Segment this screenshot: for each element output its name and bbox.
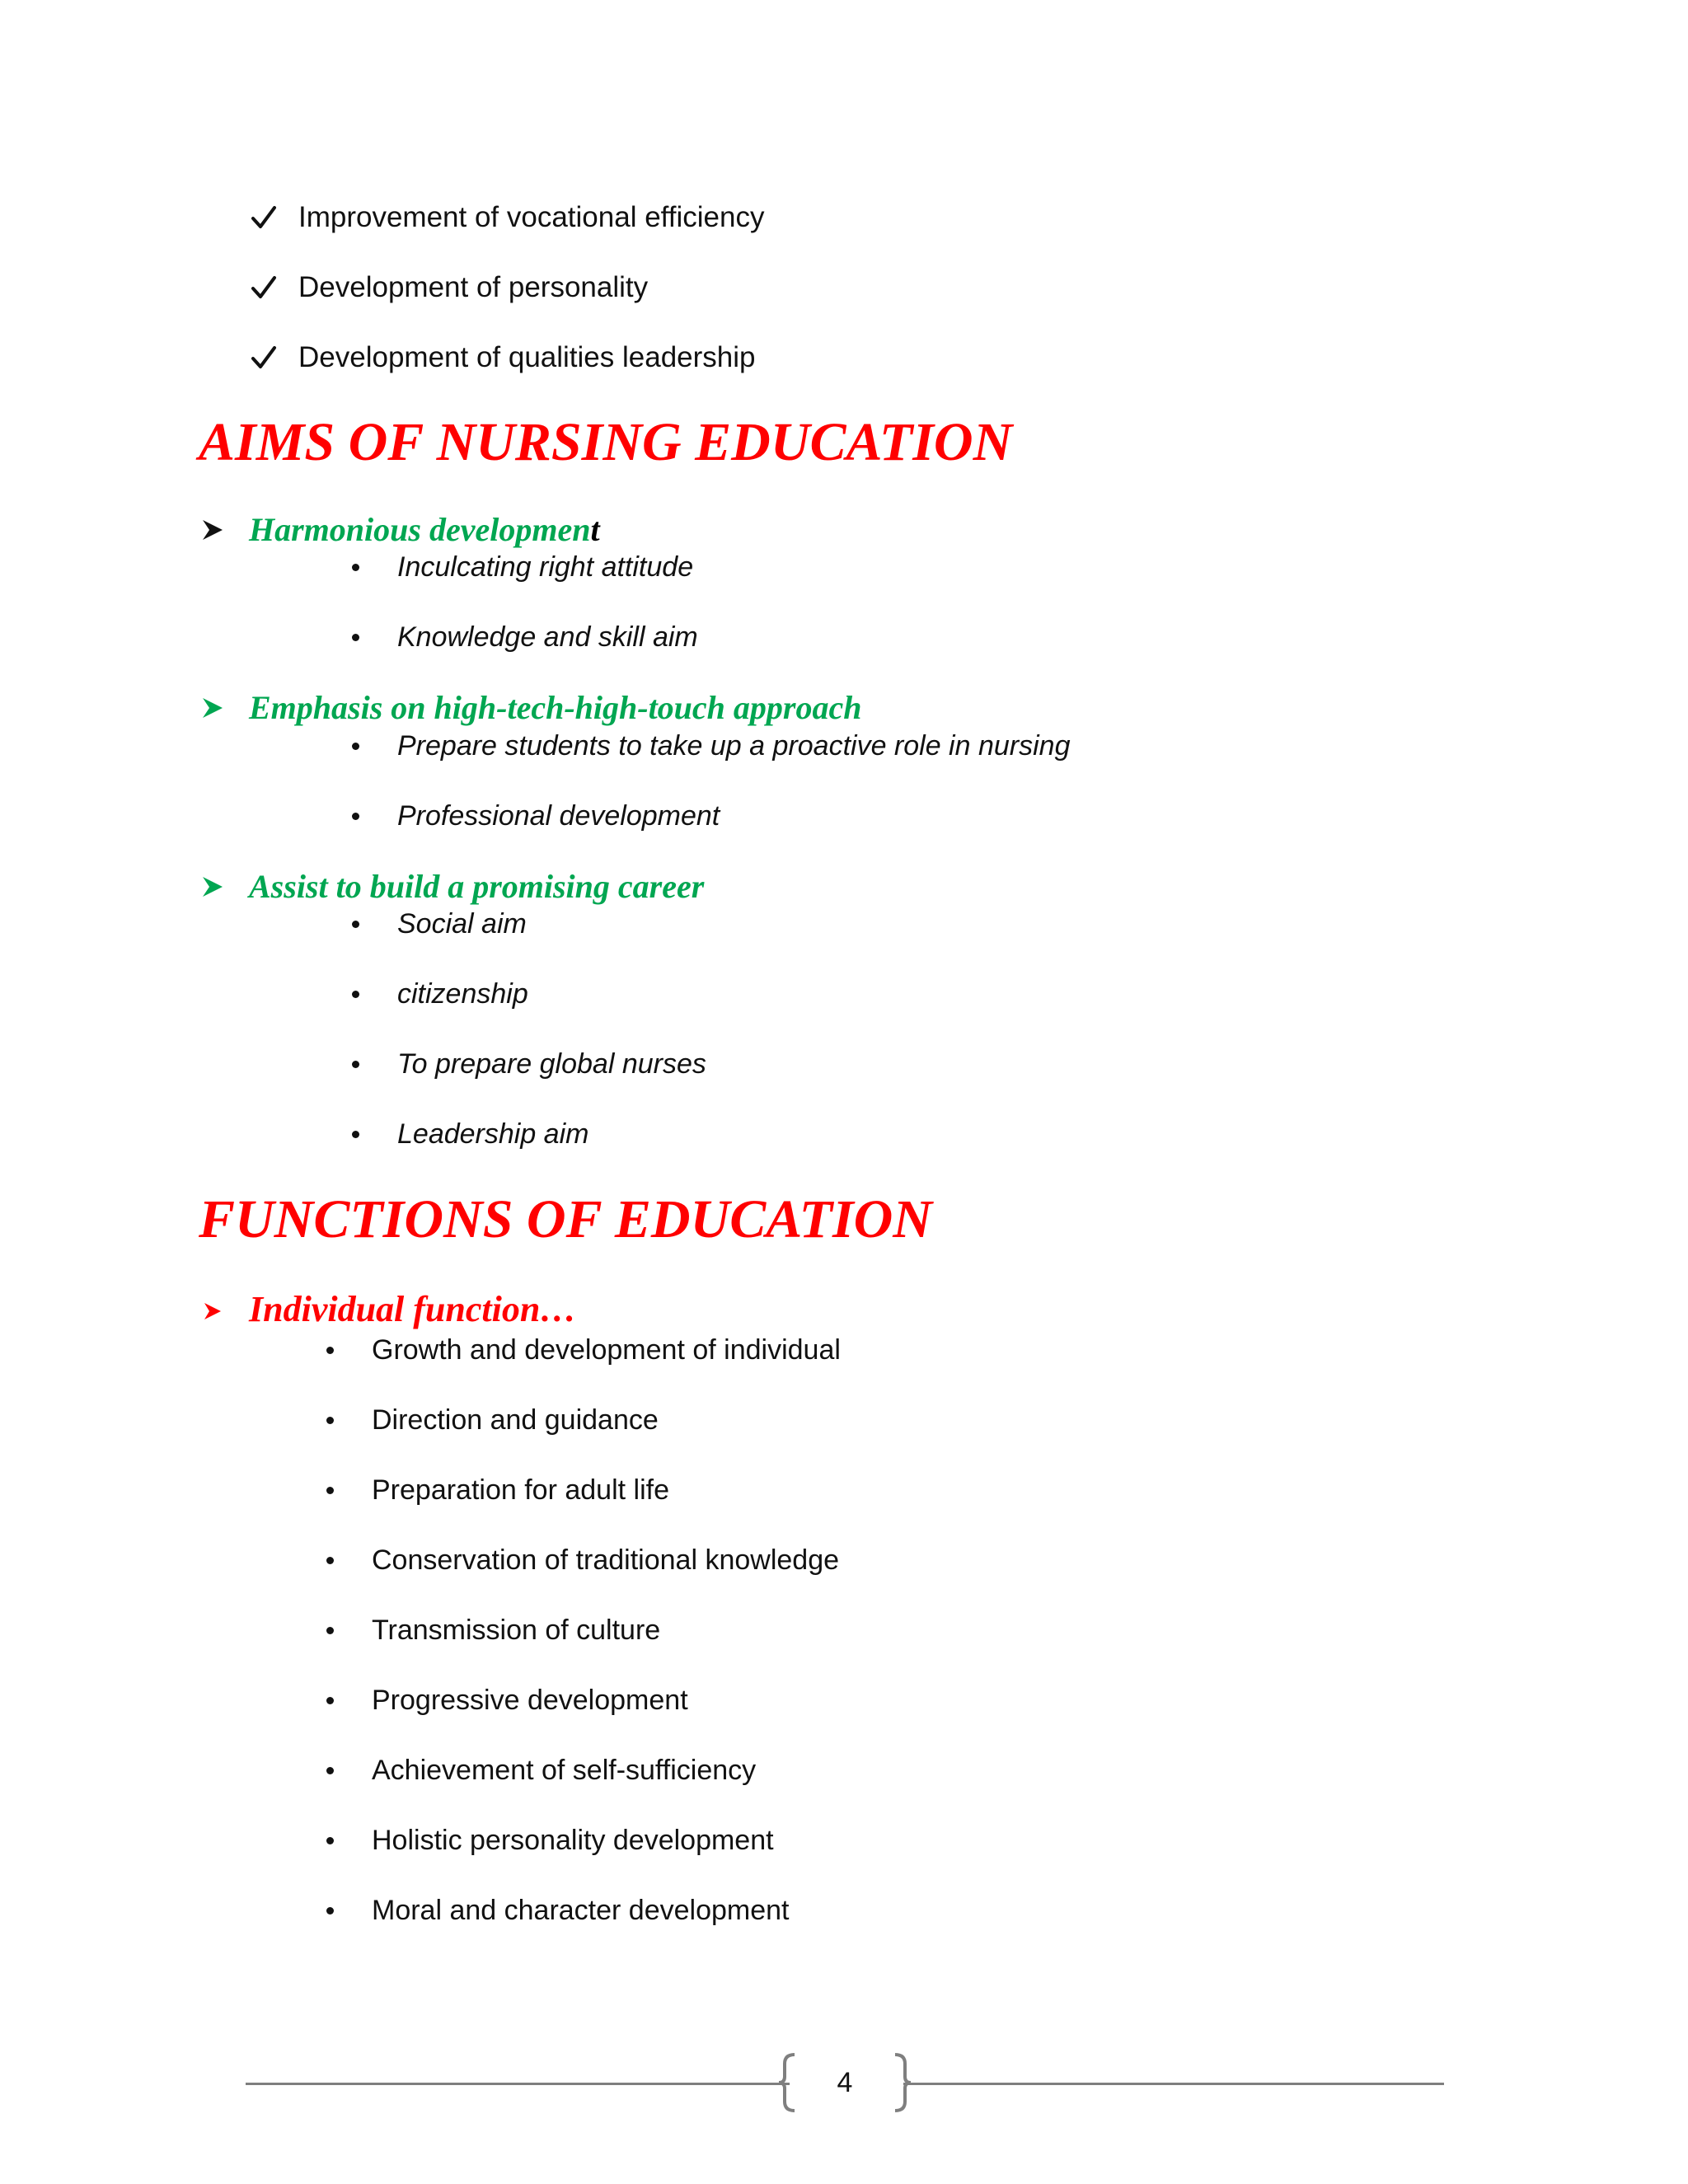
- bullet-icon: [352, 564, 359, 571]
- left-brace-icon: [776, 2052, 798, 2113]
- arrow-bullet-icon: [200, 1288, 225, 1331]
- aims-subheading-text: Harmonious developmen: [249, 511, 591, 548]
- check-icon: [250, 338, 278, 377]
- bullet-icon: [326, 1487, 334, 1494]
- bullet-icon: [352, 1131, 359, 1138]
- check-icon: [250, 198, 278, 237]
- footer-rule-left: [246, 2083, 790, 2085]
- functions-heading: FUNCTIONS OF EDUCATION: [199, 1189, 932, 1249]
- checklist-item-text: Development of qualities leadership: [298, 341, 756, 373]
- bullet-icon: [326, 1417, 334, 1424]
- check-icon: [250, 268, 278, 307]
- bullet-icon: [352, 1061, 359, 1068]
- bullet-icon: [352, 743, 359, 750]
- checklist-item-text: Improvement of vocational efficiency: [298, 201, 765, 233]
- aims-subheading-text: Assist to build a promising career: [249, 868, 705, 905]
- footer-rule-right: [903, 2083, 1444, 2085]
- aims-subheading-tail: t: [590, 511, 600, 548]
- bullet-icon: [352, 634, 359, 641]
- page-number: 4: [837, 2067, 853, 2098]
- checklist-item-text: Development of personality: [298, 271, 649, 303]
- bullet-icon: [326, 1767, 334, 1774]
- bullet-icon: [326, 1627, 334, 1634]
- functions-subheading-text: Individual function…: [249, 1289, 577, 1329]
- arrow-bullet-icon: [200, 865, 225, 908]
- bullet-icon: [326, 1697, 334, 1704]
- arrow-bullet-icon: [200, 687, 225, 729]
- bullet-icon: [326, 1837, 334, 1844]
- aims-heading: AIMS OF NURSING EDUCATION: [199, 412, 1013, 472]
- bullet-icon: [352, 921, 359, 928]
- bullet-icon: [326, 1557, 334, 1564]
- bullet-icon: [326, 1907, 334, 1915]
- arrow-bullet-icon: [200, 509, 225, 551]
- bullet-icon: [326, 1347, 334, 1354]
- bullet-icon: [352, 813, 359, 820]
- bullet-icon: [352, 991, 359, 998]
- aims-subheading-text: Emphasis on high-tech-high-touch approach: [249, 689, 862, 726]
